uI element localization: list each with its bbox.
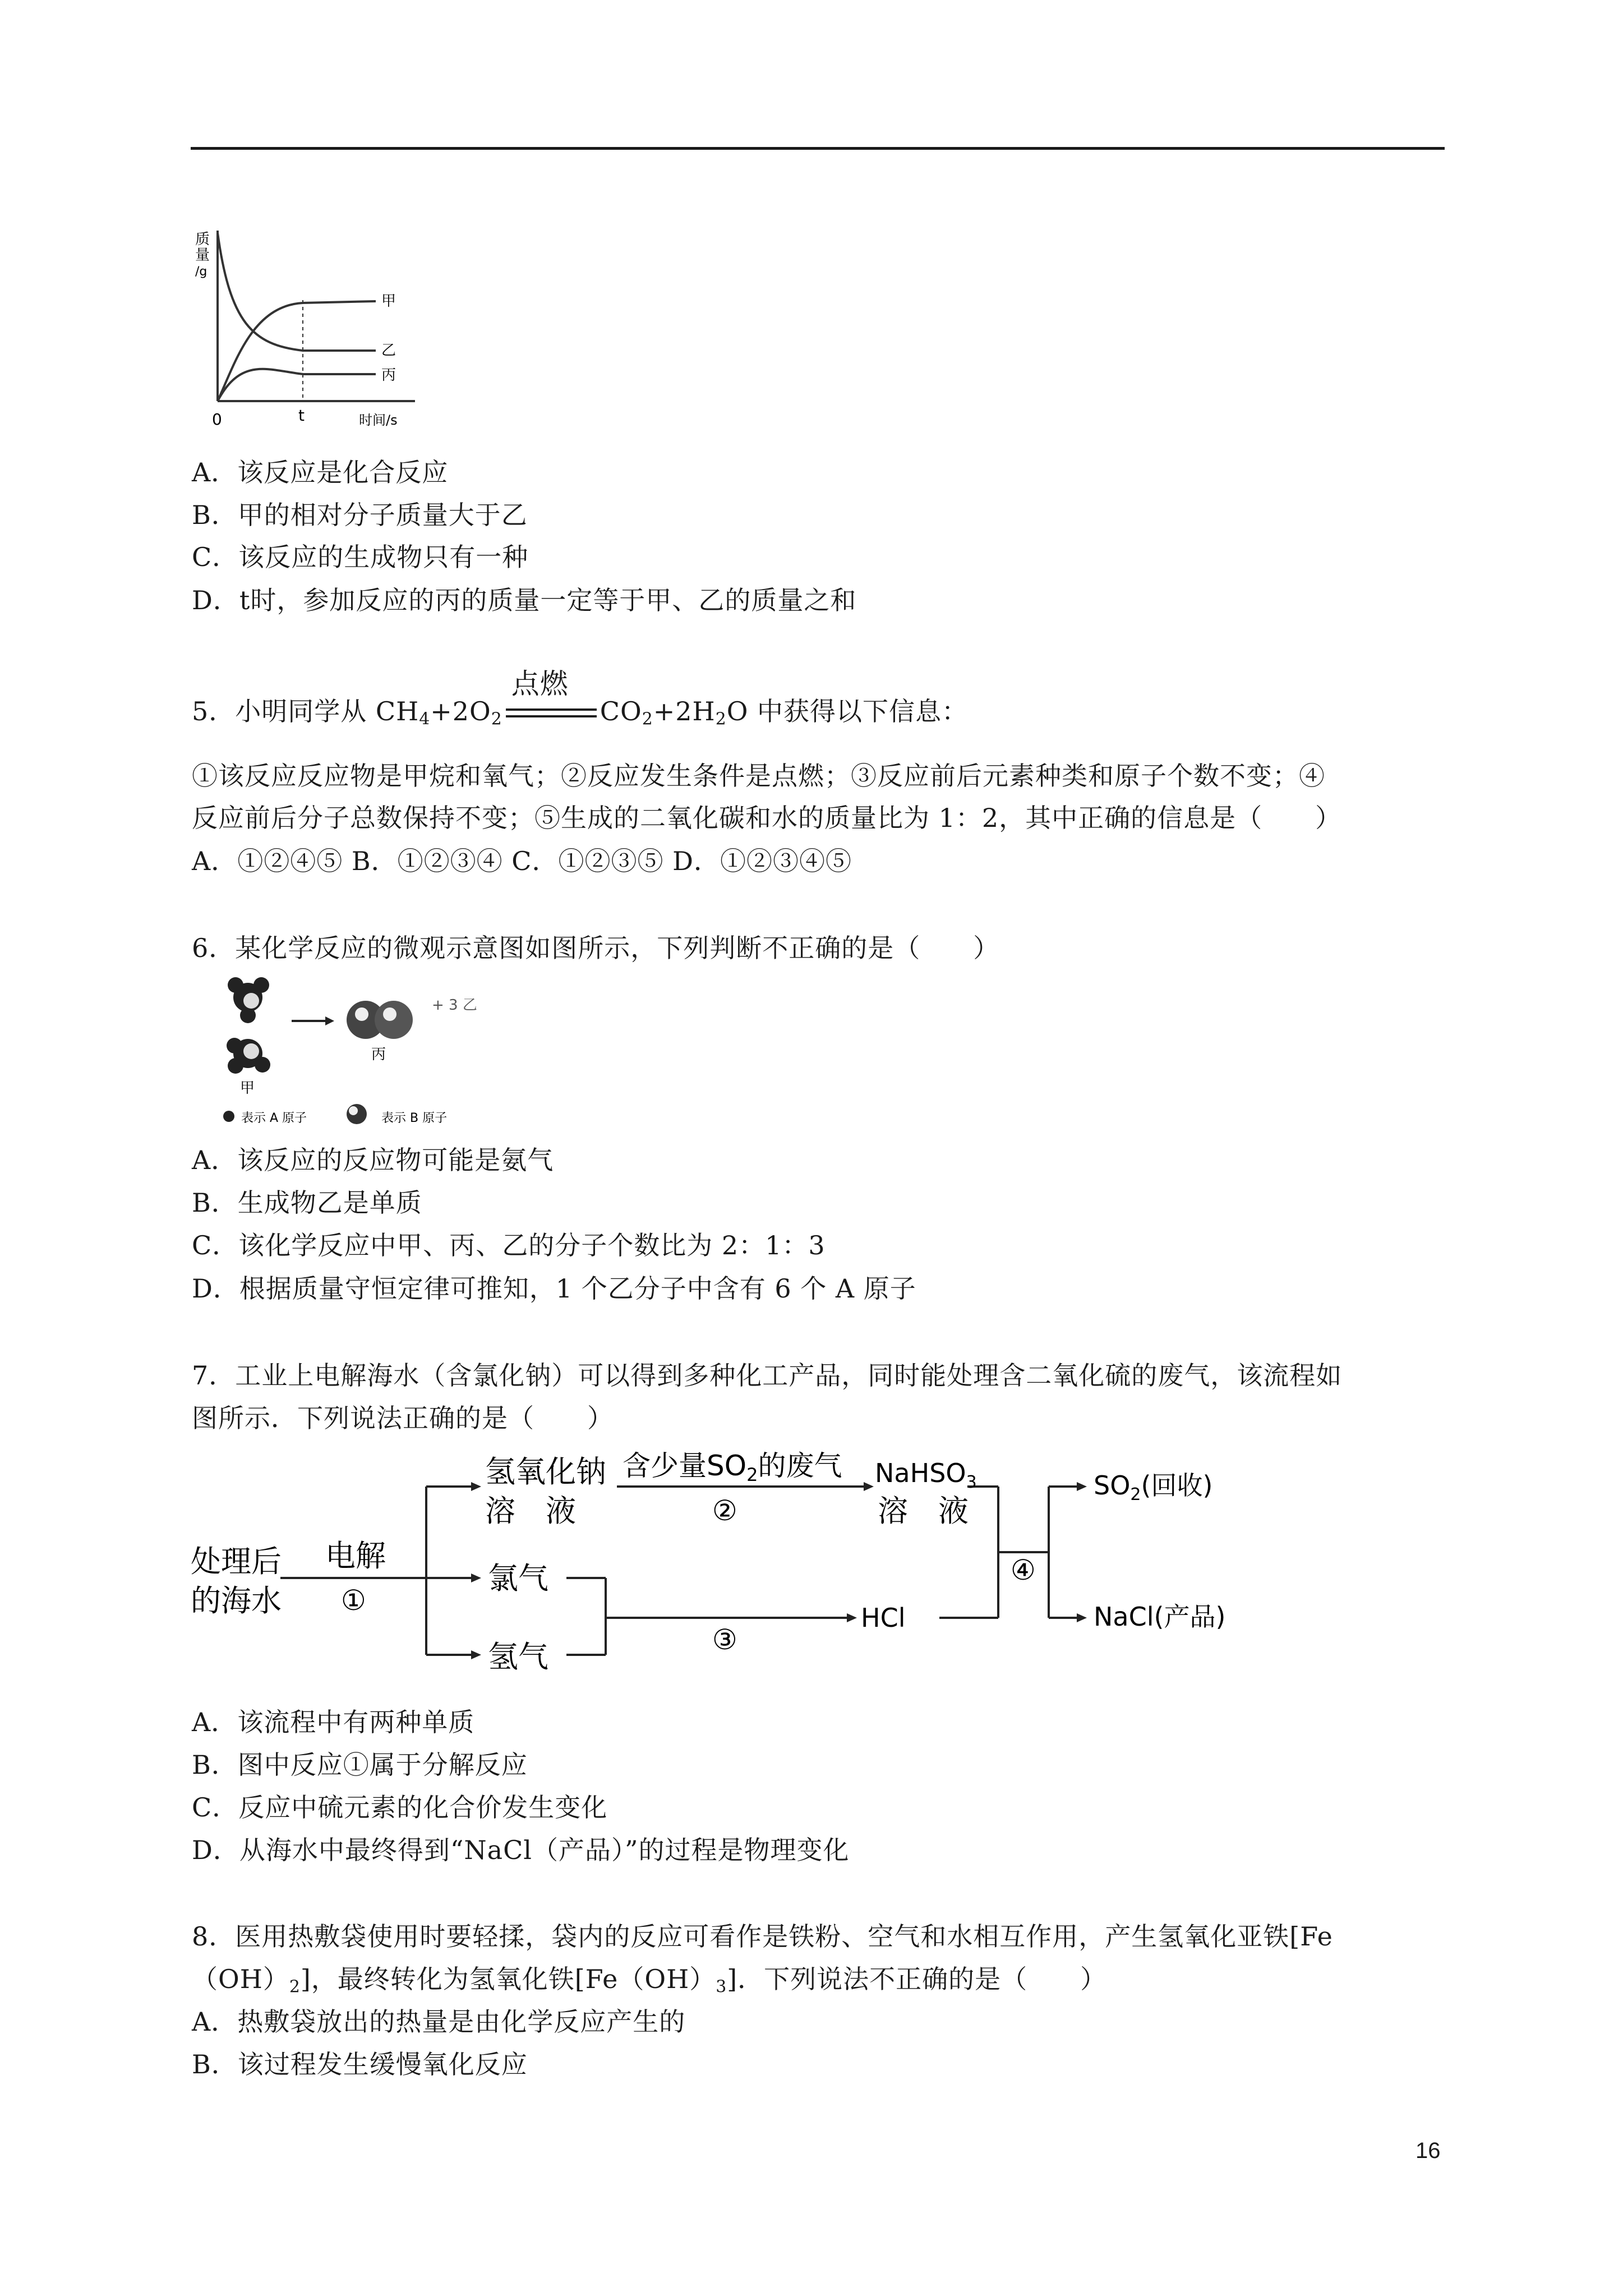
q8-stem-line2: $(OH)_2$]，最终转化为氢氧化铁$[Fe(OH)_3]$．下列说法不正确的是（ ） xyxy=(192,1964,1107,1997)
q7-stem-line2: 图所示．下列说法正确的是（ ） xyxy=(192,1403,614,1433)
flow-nahso3: NaHSO$_3$ xyxy=(875,1458,977,1492)
flow-step1-label: 电解 xyxy=(325,1538,386,1573)
q8-option-a: A．热敷袋放出的热量是由化学反应产生的 xyxy=(192,2007,686,2037)
flow-nahso3-line2: 溶 液 xyxy=(878,1493,969,1529)
legend-a-label: 表示 A 原子 xyxy=(241,1111,307,1125)
graph-origin: 0 xyxy=(212,410,222,429)
q6-plus-label: + 3 乙 xyxy=(432,997,477,1014)
ylabel-char-1: 质 xyxy=(195,231,210,248)
q6-option-b: B．生成物乙是单质 xyxy=(192,1188,422,1218)
q6-option-d: D．根据质量守恒定律可推知，1 个乙分子中含有 6 个 A 原子 xyxy=(192,1273,916,1304)
q5-statement-2: 反应前后分子总数保持不变；⑤生成的二氧化碳和水的质量比为 1：2，其中正确的信息是（ ） xyxy=(192,803,1342,833)
curve-label-bing: 丙 xyxy=(381,367,396,384)
mass-time-graph xyxy=(191,222,437,435)
ylabel-char-3: /g xyxy=(195,265,208,279)
q7-option-b: B．图中反应①属于分解反应 xyxy=(192,1750,528,1780)
flow-step1-num: ① xyxy=(341,1584,366,1617)
q4-option-c: C．该反应的生成物只有一种 xyxy=(192,542,529,572)
graph-xlabel: 时间/s xyxy=(359,412,398,428)
q6-option-a: A．该反应的反应物可能是氨气 xyxy=(192,1145,554,1175)
flow-step4-num: ④ xyxy=(1011,1554,1036,1586)
q7-option-d: D．从海水中最终得到“NaCl（产品）”的过程是物理变化 xyxy=(192,1835,850,1865)
q6-option-c: C．该化学反应中甲、丙、乙的分子个数比为 2：1：3 xyxy=(192,1230,826,1260)
q5-options: A．①②④⑤ B．①②③④ C．①②③⑤ D．①②③④⑤ xyxy=(192,846,852,876)
q8-option-b: B．该过程发生缓慢氧化反应 xyxy=(192,2049,528,2079)
q6-product-label: 丙 xyxy=(371,1046,386,1063)
flow-nacl: NaCl(产品) xyxy=(1094,1602,1226,1632)
reaction-condition: 点燃 xyxy=(506,700,597,728)
flow-source-line1: 处理后 xyxy=(191,1544,282,1579)
flow-cl2: 氯气 xyxy=(488,1561,548,1596)
q6-stem: 6．某化学反应的微观示意图如图所示，下列判断不正确的是（ ） xyxy=(192,933,1000,963)
q6-reactant-label: 甲 xyxy=(240,1080,255,1097)
q7-option-a: A．该流程中有两种单质 xyxy=(192,1707,475,1737)
flow-naoh-line2: 溶 液 xyxy=(485,1493,576,1529)
flow-h2: 氢气 xyxy=(488,1639,548,1674)
curve-label-yi: 乙 xyxy=(381,342,396,359)
ylabel-char-2: 量 xyxy=(195,247,210,264)
page-number: 16 xyxy=(1415,2138,1441,2163)
q7-option-c: C．反应中硫元素的化合价发生变化 xyxy=(192,1792,608,1823)
molecule-diagram xyxy=(219,975,533,1126)
q5-equation-line: 5．小明同学从 $CH_4+2O_2$ 点燃 $CO_2+2H_2O$ 中获得以下信息： xyxy=(192,668,969,729)
q4-option-b: B．甲的相对分子质量大于乙 xyxy=(192,500,528,530)
q4-option-a: A．该反应是化合反应 xyxy=(192,457,449,487)
header-rule xyxy=(191,147,1445,150)
q8-stem-line1: 8．医用热敷袋使用时要轻揉，袋内的反应可看作是铁粉、空气和水相互作用，产生氢氧化亚铁[Fe xyxy=(192,1921,1333,1952)
q7-stem-line1: 7．工业上电解海水（含氯化钠）可以得到多种化工产品，同时能处理含二氧化硫的废气，该流程如 xyxy=(192,1360,1343,1391)
flow-naoh-line1: 氢氧化钠 xyxy=(485,1454,606,1489)
curve-label-jia: 甲 xyxy=(381,293,396,310)
flow-step2-num: ② xyxy=(712,1494,737,1527)
q5-statement-1: ①该反应反应物是甲烷和氧气；②反应发生条件是点燃；③反应前后元素种类和原子个数不变；④ xyxy=(192,761,1325,791)
flow-diagram xyxy=(191,1447,1290,1683)
flow-source-line2: 的海水 xyxy=(191,1583,282,1618)
flow-gas-label: 含少量$SO_2$的废气 xyxy=(623,1450,842,1485)
graph-t-tick: t xyxy=(298,406,305,425)
flow-so2: $SO_2$(回收) xyxy=(1094,1470,1213,1504)
flow-hcl: HCl xyxy=(861,1603,906,1633)
q4-option-d: D．t时，参加反应的丙的质量一定等于甲、乙的质量之和 xyxy=(192,585,857,615)
flow-step3-num: ③ xyxy=(712,1623,737,1656)
legend-b-label: 表示 B 原子 xyxy=(381,1111,448,1125)
